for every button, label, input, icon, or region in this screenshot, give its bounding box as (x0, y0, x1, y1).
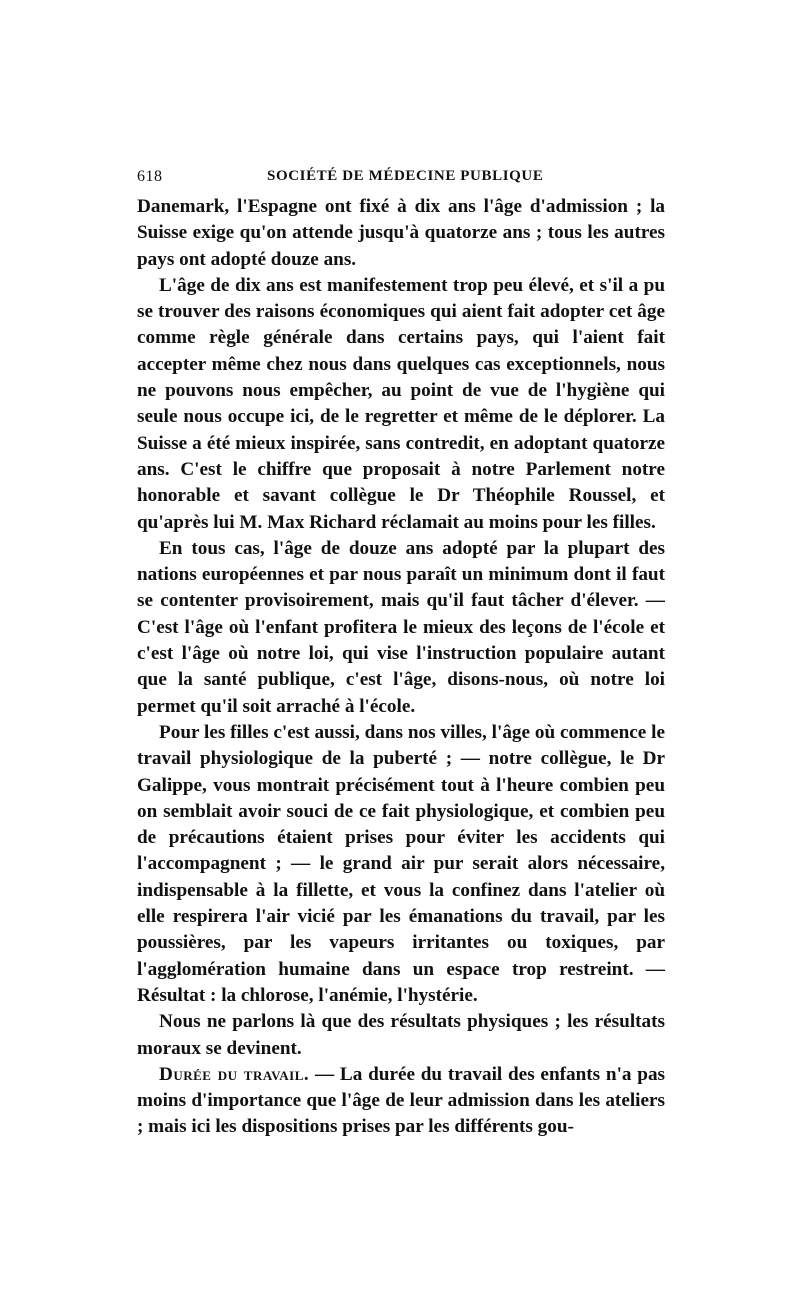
paragraph: L'âge de dix ans est manifestement trop peu élevé, et s'il a pu se trouver des raisons économiques qui aient fait adopter cet âge comme règle générale dans certains pays, qui l'aient fait accepter même chez nous dans quelques cas exceptionnels, nous ne pouvons nous empêcher, au point de vue de l'hygiène qui seule nous occupe ici, de le regretter et même de le déplorer. La Suisse a été mieux inspirée, sans contredit, en adoptant quatorze ans. C'est le chiffre que proposait à notre Parlement notre honorable et savant collègue le Dr Théophile Roussel, et qu'après lui M. Max Richard réclamait au moins pour les filles. (137, 274, 665, 533)
running-title: SOCIÉTÉ DE MÉDECINE PUBLIQUE (267, 168, 544, 184)
paragraph: Pour les filles c'est aussi, dans nos villes, l'âge où commence le travail physiologique de la puberté ; — notre collègue, le Dr Galippe, vous montrait précisément tout à l'heure combien peu on semblait avoir souci de ce fait physiologique, et combien peu de précautions étaient prises pour éviter les accidents qui l'accompagnent ; — le grand air pur serait alors nécessaire, indispensable à la fillette, et vous la confinez dans l'atelier où elle respirera l'air vicié par les émanations du travail, par les poussières, par les vapeurs irritantes ou toxiques, par l'agglomération humaine dans un espace trop restreint. — Résultat : la chlorose, l'anémie, l'hystérie. (137, 721, 665, 1006)
section-text: — La durée du travail des enfants n'a pas moins d'importance que l'âge de leur admission dans les ateliers ; mais ici les dispositions prises par les différents gou- (137, 1063, 666, 1138)
running-head (137, 168, 665, 194)
paragraph-continued: Danemark, l'Espagne ont fixé à dix ans l'âge d'admission ; la Suisse exige qu'on attende jusqu'à quatorze ans ; tous les autres pays ont adopté douze ans. (137, 196, 665, 270)
paragraph: Nous ne parlons là que des résultats physiques ; les résultats moraux se devinent. (137, 1011, 665, 1059)
paragraph: En tous cas, l'âge de douze ans adopté par la plupart des nations européennes et par nous paraît un minimum dont il faut se contenter provisoirement, mais qu'il faut tâcher d'élever. — C'est l'âge où l'enfant profitera le mieux des leçons de l'école et c'est l'âge où notre loi, qui vise l'instruction populaire autant que la santé publique, c'est l'âge, disons-nous, où notre loi permet qu'il soit arraché à l'école. (137, 537, 665, 717)
section-heading: Durée du travail. (159, 1063, 310, 1085)
book-page (137, 168, 665, 1141)
section-paragraph (137, 1062, 665, 1141)
body-text (137, 194, 665, 1141)
page-number: 618 (137, 168, 163, 185)
